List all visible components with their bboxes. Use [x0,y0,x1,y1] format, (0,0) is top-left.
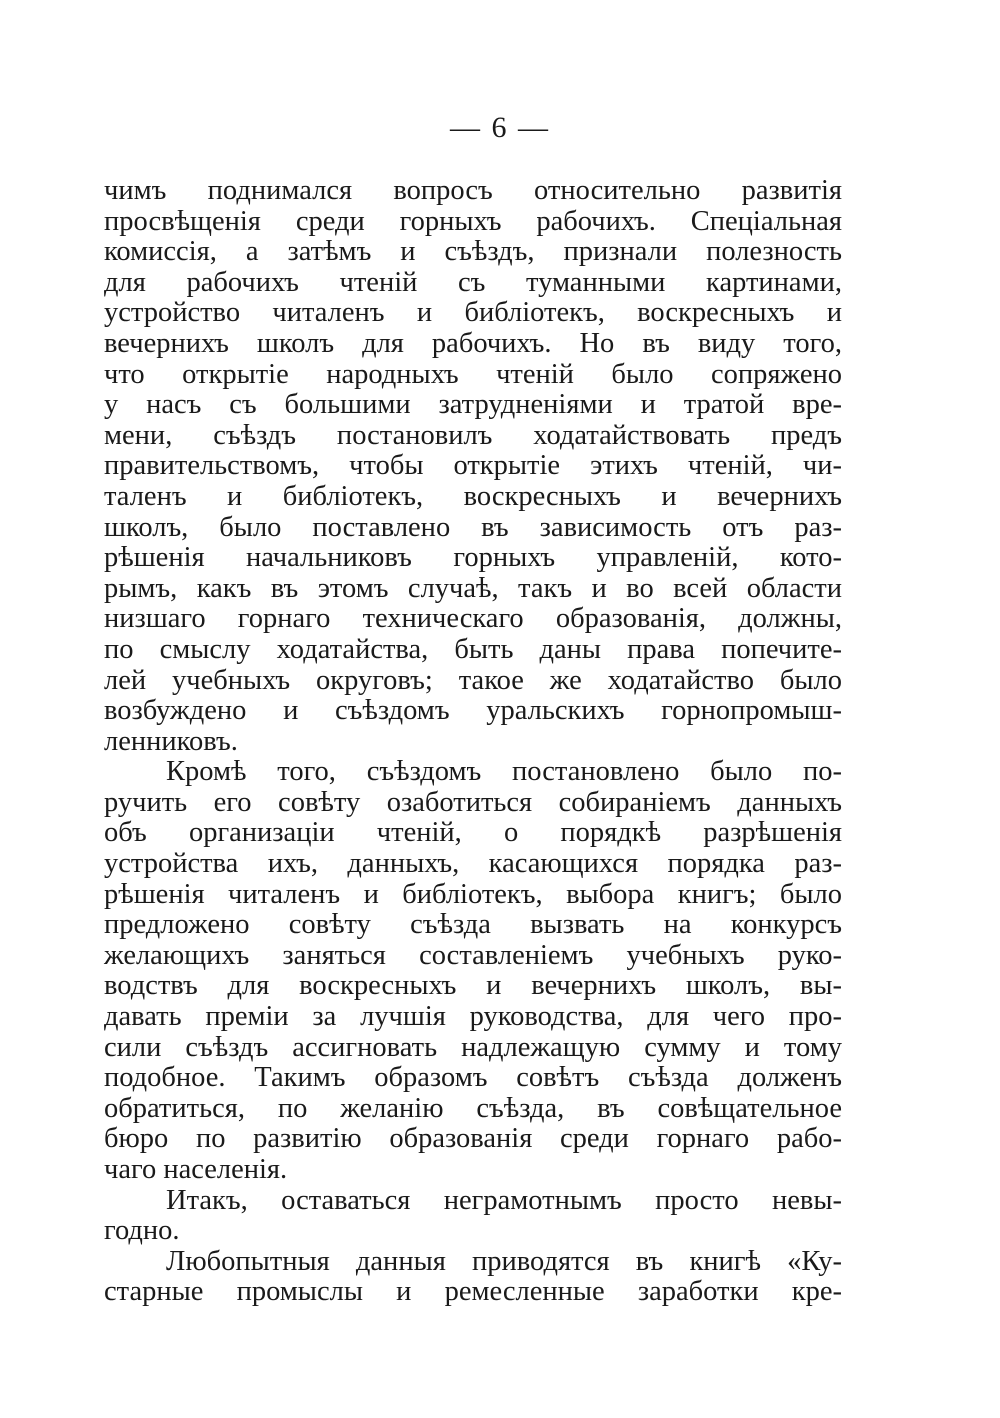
text-line: Кромѣ того, съѣздомъ постановлено было по- [166,756,842,788]
text-line: у насъ съ большими затрудненіями и тратой вре- [104,389,842,421]
text-line: Итакъ, оставаться неграмотнымъ просто невы- [166,1184,842,1216]
text-line: водствъ для воскресныхъ и вечернихъ школъ, вы- [104,970,842,1002]
text-line: вечернихъ школъ для рабочихъ. Но въ виду того, [104,327,842,359]
text-line: низшаго горнаго техническаго образованія, должны, [104,603,842,635]
text-line: правительствомъ, чтобы открытіе этихъ чтеній, чи- [104,450,842,482]
page-number: — 6 — [450,111,550,144]
text-line: что открытіе народныхъ чтеній было сопряжено [104,358,842,390]
text-line: для рабочихъ чтеній съ туманными картинами, [104,266,842,298]
text-line: обратиться, по желанію съѣзда, въ совѣщательное [104,1092,842,1124]
text-line: сили съѣздъ ассигновать надлежащую сумму и тому [104,1031,842,1063]
text-line: рѣшенія читаленъ и библіотекъ, выбора книгъ; было [104,878,842,910]
text-line: таленъ и библіотекъ, воскресныхъ и вечернихъ [104,480,842,512]
text-line: рымъ, какъ въ этомъ случаѣ, такъ и во всей области [104,572,842,604]
text-line: ручить его совѣту озаботиться собираніемъ данныхъ [104,786,842,818]
text-line: желающихъ заняться составленіемъ учебныхъ руко- [104,939,842,971]
body-text [104,176,842,1308]
text-line: годно. [104,1215,180,1247]
text-line: предложено совѣту съѣзда вызвать на конкурсъ [104,909,842,941]
text-line: чимъ поднимался вопросъ относительно развитія [104,175,842,206]
text-line: ленниковъ. [104,725,238,757]
text-line: лей учебныхъ округовъ; такое же ходатайство было [104,664,842,696]
text-line: возбуждено и съѣздомъ уральскихъ горнопромыш- [104,695,842,727]
text-line: просвѣщенія среди горныхъ рабочихъ. Спеціальная [104,205,842,237]
text-line: Любопытныя данныя приводятся въ книгѣ «Ку- [166,1245,842,1277]
text-line: мени, съѣздъ постановилъ ходатайствовать предъ [104,419,842,451]
text-line: устройства ихъ, данныхъ, касающихся порядка раз- [104,848,842,880]
text-line: объ организаціи чтеній, о порядкѣ разрѣшенія [104,817,842,849]
text-line: старные промыслы и ремесленные заработки кре- [104,1276,842,1308]
text-line: рѣшенія начальниковъ горныхъ управленій, кото- [104,542,842,574]
text-line: бюро по развитію образованія среди горнаго рабо- [104,1123,842,1155]
text-line: по смыслу ходатайства, быть даны права попечите- [104,633,842,665]
text-line: устройство читаленъ и библіотекъ, воскресныхъ и [104,297,842,329]
text-line: чаго населенія. [104,1154,288,1185]
text-line: школъ, было поставлено въ зависимость отъ раз- [104,511,842,543]
text-line: подобное. Такимъ образомъ совѣтъ съѣзда долженъ [104,1062,842,1094]
text-line: давать преміи за лучшія руководства, для чего про- [104,1001,842,1033]
text-line: комиссія, а затѣмъ и съѣздъ, признали полезность [104,236,842,268]
